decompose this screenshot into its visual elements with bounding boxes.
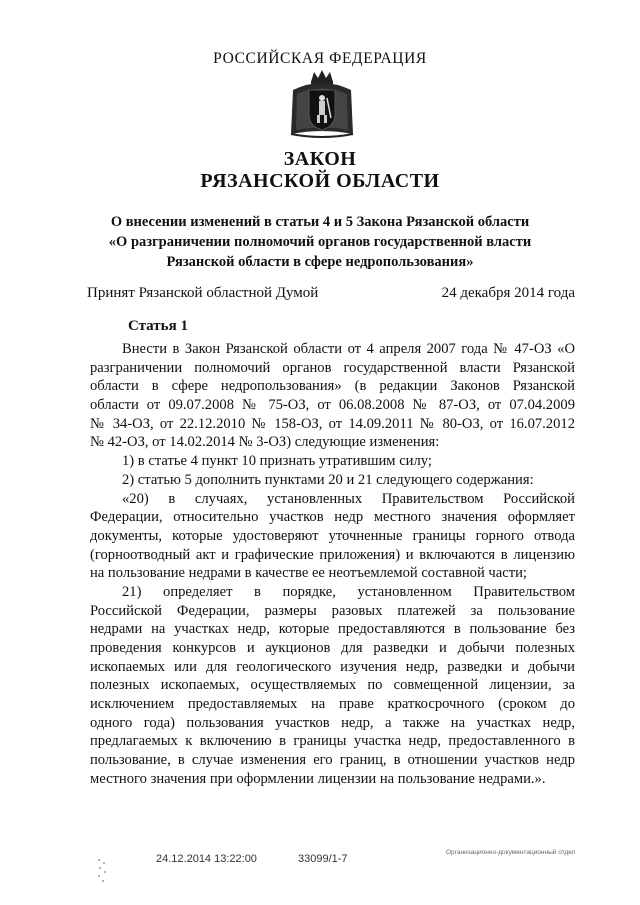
registration-datetime: 24.12.2014 13:22:00	[156, 853, 257, 865]
coat-of-arms-icon	[287, 68, 357, 140]
body-line: (горноотводный акт и графические приложения) и включаются в лицензию	[90, 546, 575, 563]
body-line: недрами на участках недр, которые предоставляются в пользование без	[90, 621, 575, 638]
article-body	[90, 340, 575, 789]
body-line: 2) статью 5 дополнить пунктами 20 и 21 следующего содержания:	[122, 471, 534, 488]
body-line: на пользование недрами в качестве ее неотъемлемой составной части;	[90, 565, 527, 582]
registration-number: 33099/1-7	[298, 853, 348, 865]
body-line: проведения конкурсов и аукционов для разведки и добычи полезных	[90, 640, 575, 656]
body-line: 1) в статье 4 пункт 10 признать утратившим силу;	[122, 453, 432, 470]
body-line: одного года) пользования участков недр, а также на участках недр,	[90, 714, 575, 731]
body-line: № 42-ОЗ, от 14.02.2014 № 3-ОЗ) следующие изменения:	[90, 434, 440, 451]
body-line: № 34-ОЗ, от 22.12.2010 № 158-ОЗ, от 14.09.2011 № 80-ОЗ, от 16.07.2012	[90, 415, 575, 432]
body-line: «20) в случаях, установленных Правительством Российской	[122, 490, 575, 507]
body-line: документы, которые удостоверяют уточненные границы горного отвода	[90, 527, 575, 544]
subject-line: Рязанской области в сфере недропользования»	[166, 254, 474, 270]
registration-footer	[0, 850, 640, 890]
body-line: местного значения при оформлении лицензии на пользование недрами.».	[90, 770, 546, 787]
body-line: предлагаемых к включению в границы участка недр, предоставленного в	[90, 733, 575, 750]
body-line: разграничении полномочий органов государственной власти Рязанской	[90, 359, 575, 376]
law-title	[0, 148, 640, 192]
registration-stamp-icon	[95, 856, 109, 886]
subject-line: «О разграничении полномочий органов государственной власти	[108, 234, 532, 250]
law-title-line: ЗАКОН	[283, 148, 357, 170]
body-line: Внести в Закон Рязанской области от 4 апреля 2007 года № 47-ОЗ «О	[122, 341, 575, 357]
body-line: пользование, в случае изменения его границ, в отношении участков недр	[90, 752, 575, 769]
law-subject	[0, 212, 640, 272]
article-heading: Статья 1	[128, 318, 188, 334]
body-line: Российской Федерации, размеры разовых платежей за пользование	[90, 602, 575, 619]
body-line: полезных ископаемых, осуществляемых по совмещенной лицензии, за	[90, 677, 575, 694]
subject-line: О внесении изменений в статьи 4 и 5 Закона Рязанской области	[110, 214, 530, 230]
body-line: ископаемых или для геологического изучения недр, разведки и добычи	[90, 658, 575, 675]
adoption-date: 24 декабря 2014 года	[441, 285, 575, 301]
adopted-by: Принят Рязанской областной Думой	[87, 285, 319, 301]
department-stamp: Организационно-документационный отдел	[446, 849, 576, 856]
law-title-line: РЯЗАНСКОЙ ОБЛАСТИ	[200, 170, 440, 192]
body-line: области от 09.07.2008 № 75-ОЗ, от 06.08.2008 № 87-ОЗ, от 07.04.2009	[90, 397, 575, 414]
body-line: Федерации, относительно участков недр местного значения оформляет	[90, 509, 575, 526]
federation-heading: РОССИЙСКАЯ ФЕДЕРАЦИЯ	[213, 50, 427, 67]
body-line: области в сфере недропользования» (в редакции Законов Рязанской	[90, 378, 575, 395]
body-line: исключением предоставляемых на праве краткосрочного (сроком до	[90, 696, 575, 713]
body-line: 21) определяет в порядке, установленном Правительством	[122, 583, 575, 600]
